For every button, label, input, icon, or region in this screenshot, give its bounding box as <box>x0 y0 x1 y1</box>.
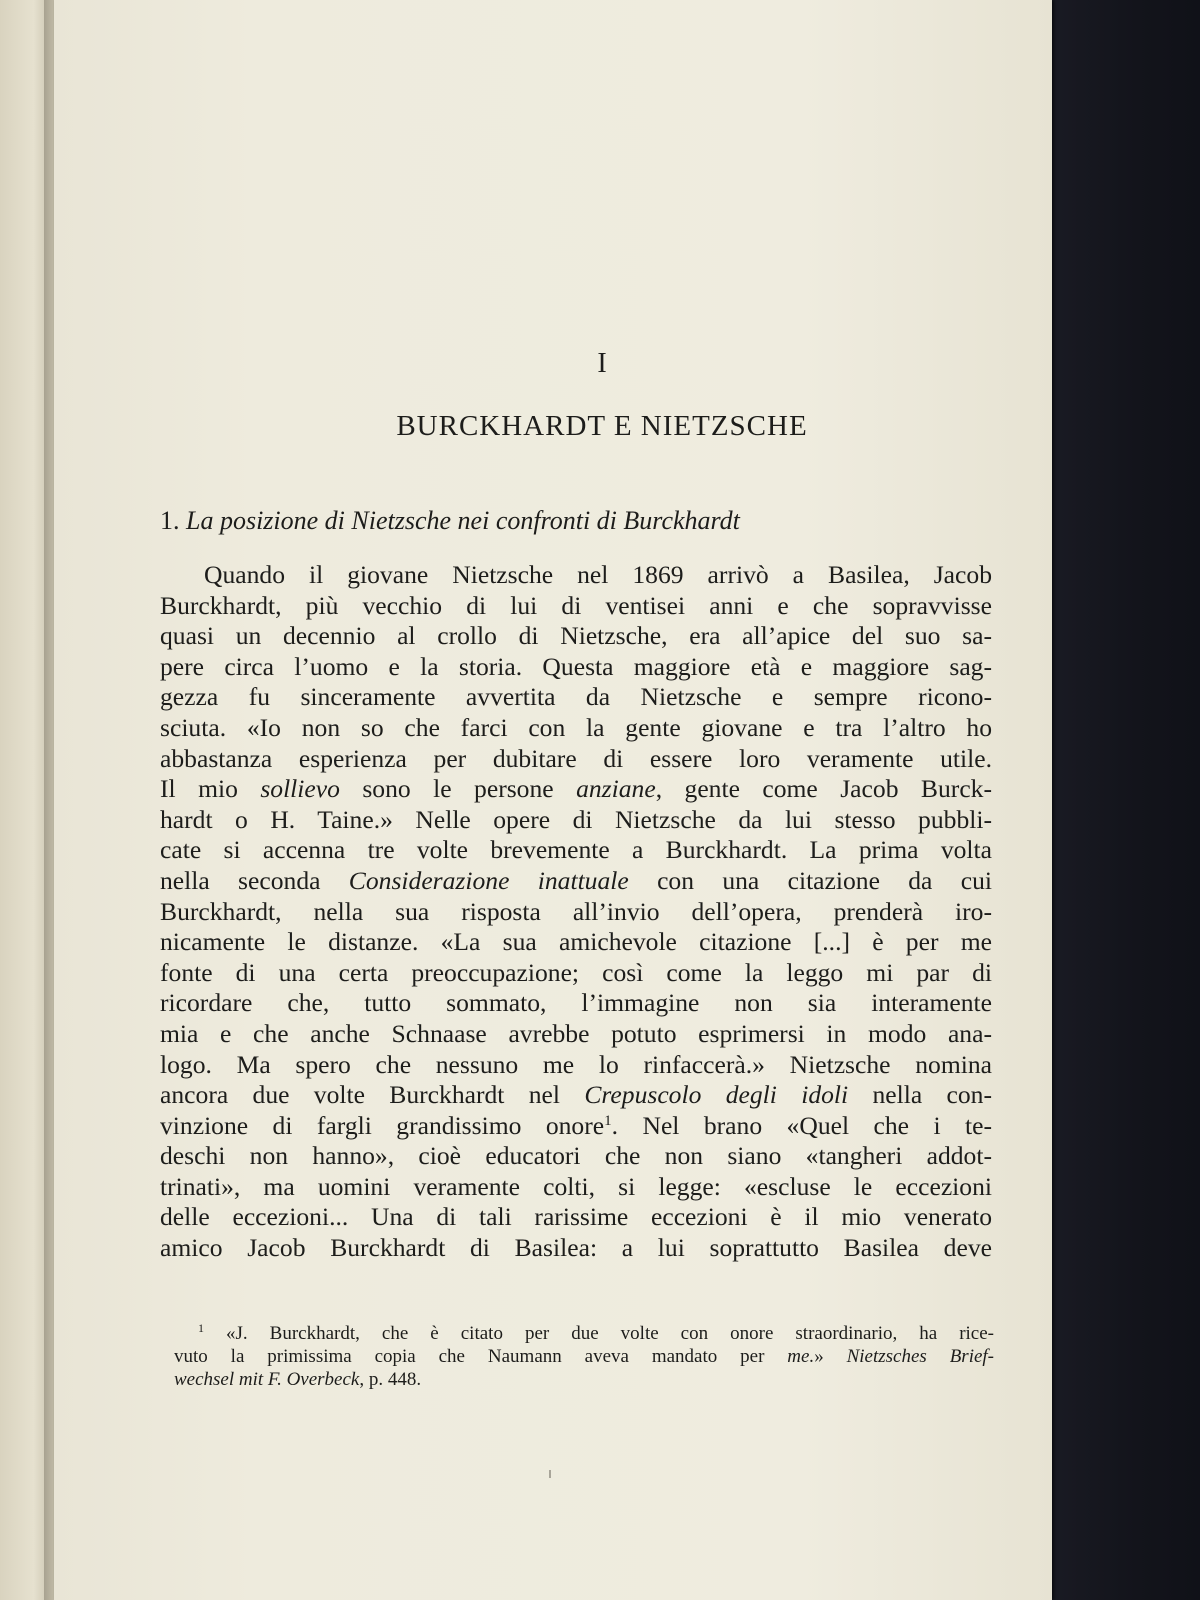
paper-speck <box>549 1470 551 1478</box>
chapter-number: I <box>597 348 607 379</box>
dark-background <box>1040 0 1200 1600</box>
text-line: hardt o H. Taine.» Nelle opere di Nietzsche da lui stesso pubbli- <box>160 804 992 834</box>
text-line: pere circa l’uomo e la storia. Questa maggiore età e maggiore sag- <box>160 651 992 681</box>
italic-book-title: Considerazione inattuale <box>348 865 629 895</box>
text-run: , p. 448. <box>359 1369 422 1390</box>
text-line <box>160 1111 992 1142</box>
italic-word: anziane <box>576 774 656 804</box>
italic-book-title: Crepuscolo degli idoli <box>584 1080 849 1110</box>
text-line: nicamente le distanze. «La sua amichevole citazione [...] è per me <box>160 927 992 957</box>
text-run: vuto la primissima copia che Naumann aveva mandato per <box>174 1346 788 1367</box>
text-line: Burckhardt, più vecchio di lui di ventisei anni e che sopravvisse <box>160 590 992 620</box>
text-line <box>160 1080 992 1111</box>
text-line: cate si accenna tre volte brevemente a Burckhardt. La prima volta <box>160 835 992 865</box>
footnote-line <box>174 1345 994 1368</box>
section-heading <box>160 506 740 536</box>
text-run: » <box>814 1346 847 1367</box>
text-run: , gente come Jacob Burck- <box>655 774 992 804</box>
text-run: nella con- <box>848 1080 992 1110</box>
text-run: Il mio <box>160 774 261 804</box>
text-line: mia e che anche Schnaase avrebbe potuto esprimersi in modo ana- <box>160 1018 992 1048</box>
text-line: gezza fu sinceramente avvertita da Nietzsche e sempre ricono- <box>160 682 992 712</box>
footnote <box>174 1322 994 1391</box>
text-line: quasi un decennio al crollo di Nietzsche, era all’apice del suo sa- <box>160 621 992 651</box>
body-text <box>160 560 992 1264</box>
text-run: vinzione di fargli grandissimo onore <box>160 1110 605 1140</box>
text-run: «J. Burckhardt, che è citato per due volte con onore straordinario, ha rice- <box>204 1323 994 1344</box>
italic-book-title: wechsel mit F. Overbeck <box>174 1369 360 1390</box>
footnote-mark: 1 <box>198 1321 204 1335</box>
italic-word: me. <box>787 1346 815 1367</box>
text-line: ricordare che, tutto sommato, l’immagine non sia interamente <box>160 988 992 1018</box>
footnote-line <box>174 1322 994 1345</box>
text-line: fonte di una certa preoccupazione; così come la leggo mi par di <box>160 957 992 987</box>
text-run: sono le persone <box>339 774 577 804</box>
text-line: sciuta. «Io non so che farci con la gente giovane e tra l’altro ho <box>160 712 992 742</box>
text-run: ancora due volte Burckhardt nel <box>160 1080 585 1110</box>
text-line: abbastanza esperienza per dubitare di essere loro veramente utile. <box>160 743 992 773</box>
text-line: trinati», ma uomini veramente colti, si legge: «escluse le eccezioni <box>160 1171 992 1201</box>
text-line: deschi non hanno», cioè educatori che non siano «tangheri addot- <box>160 1141 992 1171</box>
italic-book-title: Nietzsches Brief- <box>846 1346 995 1367</box>
text-run: con una citazione da cui <box>628 865 992 895</box>
section-title: La posizione di Nietzsche nei confronti di Burckhardt <box>186 506 740 535</box>
text-line <box>160 774 992 805</box>
italic-word: sollievo <box>260 774 340 804</box>
text-line <box>160 866 992 897</box>
footnote-line <box>174 1368 994 1391</box>
section-number: 1. <box>160 506 180 535</box>
chapter-title: BURCKHARDT E NIETZSCHE <box>396 410 808 442</box>
text-line: Burckhardt, nella sua risposta all’invio dell’opera, prenderà iro- <box>160 896 992 926</box>
text-line: Quando il giovane Nietzsche nel 1869 arrivò a Basilea, Jacob <box>204 560 992 589</box>
book-page <box>54 0 1052 1600</box>
text-line: logo. Ma spero che nessuno me lo rinfaccerà.» Nietzsche nomina <box>160 1049 992 1079</box>
text-line: delle eccezioni... Una di tali rarissime eccezioni è il mio venerato <box>160 1202 992 1232</box>
footnote-reference: 1 <box>604 1112 612 1129</box>
previous-page-edge <box>0 0 48 1600</box>
text-run: nella seconda <box>160 865 349 895</box>
text-line: amico Jacob Burckhardt di Basilea: a lui soprattutto Basilea deve <box>160 1233 992 1263</box>
text-run: . Nel brano «Quel che i te- <box>611 1110 993 1140</box>
